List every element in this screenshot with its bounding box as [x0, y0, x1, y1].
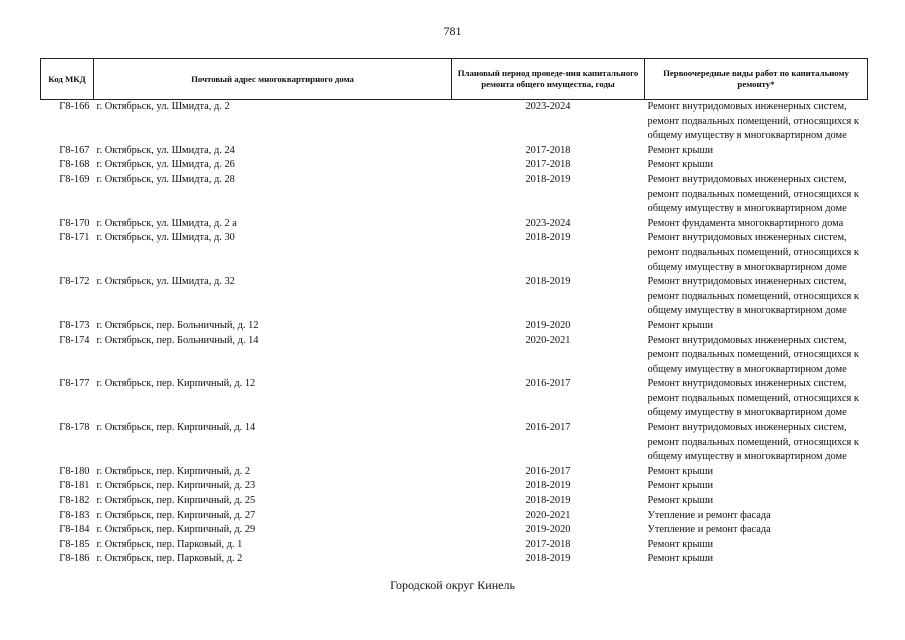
page-footer: Городской округ Кинель: [390, 578, 515, 592]
table-row: [41, 421, 868, 465]
cell-code: Г8-174: [59, 334, 90, 346]
table-row: [41, 158, 868, 173]
cell-period: 2016-2017: [525, 422, 571, 434]
table-row: [41, 100, 868, 144]
cell-code: Г8-173: [59, 319, 90, 331]
header-address: Почтовый адрес многоквартирного дома: [94, 59, 452, 100]
cell-works: Утепление и ремонт фасада: [647, 524, 771, 536]
cell-code: Г8-177: [59, 378, 90, 390]
table-row: [41, 494, 868, 509]
cell-period: 2018-2019: [525, 553, 571, 565]
cell-address: г. Октябрьск, пер. Парковый, д. 2: [96, 553, 243, 565]
page-number: 781: [443, 24, 462, 38]
table-row: [41, 465, 868, 480]
cell-works: Ремонт внутридомовых инженерных систем, ремонт подвальных помещений, относящихся к общему имуществу в многоквартирном доме: [647, 334, 859, 375]
capital-repair-table: [40, 58, 868, 567]
cell-code: Г8-181: [59, 480, 90, 492]
cell-code: Г8-183: [59, 509, 90, 521]
cell-code: Г8-171: [59, 232, 90, 244]
table-row: [41, 538, 868, 553]
table-row: [41, 552, 868, 567]
table-header: [41, 59, 868, 100]
cell-works: Ремонт внутридомовых инженерных систем, ремонт подвальных помещений, относящихся к общему имуществу в многоквартирном доме: [647, 422, 859, 463]
cell-works: Ремонт внутридомовых инженерных систем, ремонт подвальных помещений, относящихся к общему имуществу в многоквартирном доме: [647, 232, 859, 273]
cell-code: Г8-168: [59, 159, 90, 171]
cell-code: Г8-182: [59, 495, 90, 507]
cell-period: 2018-2019: [525, 276, 571, 288]
cell-period: 2018-2019: [525, 495, 571, 507]
cell-period: 2016-2017: [525, 465, 571, 477]
table-row: [41, 231, 868, 275]
cell-works: Ремонт крыши: [647, 159, 714, 171]
cell-address: г. Октябрьск, пер. Кирпичный, д. 23: [96, 480, 256, 492]
cell-code: Г8-172: [59, 276, 90, 288]
header-period: Плановый период проведе-ния капитального ремонта общего имущества, годы: [452, 59, 645, 100]
cell-address: г. Октябрьск, пер. Больничный, д. 14: [96, 334, 259, 346]
cell-address: г. Октябрьск, пер. Больничный, д. 12: [96, 319, 259, 331]
cell-code: Г8-184: [59, 524, 90, 536]
cell-works: Ремонт внутридомовых инженерных систем, ремонт подвальных помещений, относящихся к общему имуществу в многоквартирном доме: [647, 173, 859, 215]
cell-address: г. Октябрьск, пер. Кирпичный, д. 27: [96, 509, 256, 521]
cell-works: Ремонт внутридомовых инженерных систем, ремонт подвальных помещений, относящихся к общему имуществу в многоквартирном доме: [647, 276, 859, 317]
table-row: [41, 377, 868, 421]
cell-code: Г8-167: [59, 144, 90, 156]
table-row: [41, 275, 868, 319]
table-row: [41, 319, 868, 334]
header-code: Код МКД: [41, 59, 94, 100]
cell-works: Ремонт фундамента многоквартирного дома: [647, 217, 844, 229]
cell-works: Ремонт крыши: [647, 144, 714, 156]
cell-period: 2023-2024: [525, 101, 571, 112]
cell-period: 2018-2019: [525, 232, 571, 244]
cell-address: г. Октябрьск, ул. Шмидта, д. 2 а: [96, 217, 237, 229]
cell-period: 2018-2019: [525, 173, 571, 185]
cell-address: г. Октябрьск, ул. Шмидта, д. 28: [96, 173, 235, 185]
cell-works: Ремонт крыши: [647, 553, 714, 565]
cell-period: 2017-2018: [525, 538, 571, 550]
cell-code: Г8-170: [59, 217, 90, 229]
cell-address: г. Октябрьск, пер. Кирпичный, д. 2: [96, 465, 251, 477]
cell-code: Г8-186: [59, 553, 90, 565]
table-row: [41, 479, 868, 494]
cell-works: Ремонт крыши: [647, 319, 714, 331]
table-row: [41, 523, 868, 538]
cell-works: Ремонт крыши: [647, 495, 714, 507]
table-row: [41, 509, 868, 524]
cell-period: 2023-2024: [525, 217, 571, 229]
table-body: [41, 100, 868, 568]
cell-period: 2019-2020: [525, 524, 571, 536]
table-row: [41, 144, 868, 159]
cell-address: г. Октябрьск, пер. Кирпичный, д. 25: [96, 495, 256, 507]
cell-period: 2016-2017: [525, 378, 571, 390]
cell-period: 2018-2019: [525, 480, 571, 492]
cell-period: 2020-2021: [525, 509, 571, 521]
cell-works: Ремонт крыши: [647, 480, 714, 492]
cell-code: Г8-178: [59, 422, 90, 434]
cell-period: 2017-2018: [525, 159, 571, 171]
cell-address: г. Октябрьск, пер. Парковый, д. 1: [96, 538, 243, 550]
cell-period: 2019-2020: [525, 319, 571, 331]
cell-address: г. Октябрьск, пер. Кирпичный, д. 14: [96, 422, 256, 434]
cell-address: г. Октябрьск, ул. Шмидта, д. 26: [96, 159, 235, 171]
header-row: [41, 59, 868, 100]
cell-code: Г8-180: [59, 465, 90, 477]
cell-code: Г8-169: [59, 173, 90, 185]
cell-works: Ремонт внутридомовых инженерных систем, ремонт подвальных помещений, относящихся к общему имуществу в многоквартирном доме: [647, 101, 859, 142]
cell-code: Г8-185: [59, 538, 90, 550]
cell-works: Утепление и ремонт фасада: [647, 509, 771, 521]
cell-period: 2020-2021: [525, 334, 571, 346]
table-row: [41, 334, 868, 378]
cell-period: 2017-2018: [525, 144, 571, 156]
cell-address: г. Октябрьск, ул. Шмидта, д. 24: [96, 144, 235, 156]
cell-address: г. Октябрьск, ул. Шмидта, д. 30: [96, 232, 235, 244]
cell-works: Ремонт внутридомовых инженерных систем, ремонт подвальных помещений, относящихся к общему имуществу в многоквартирном доме: [647, 378, 859, 419]
table-row: [41, 217, 868, 232]
header-works: Первоочередные виды работ по капитальному ремонту*: [645, 59, 868, 100]
cell-address: г. Октябрьск, ул. Шмидта, д. 2: [96, 101, 230, 112]
cell-works: Ремонт крыши: [647, 538, 714, 550]
cell-address: г. Октябрьск, пер. Кирпичный, д. 12: [96, 378, 256, 390]
cell-works: Ремонт крыши: [647, 465, 714, 477]
cell-address: г. Октябрьск, ул. Шмидта, д. 32: [96, 276, 235, 288]
cell-address: г. Октябрьск, пер. Кирпичный, д. 29: [96, 524, 256, 536]
cell-code: Г8-166: [59, 101, 90, 112]
table-row: [41, 173, 868, 217]
